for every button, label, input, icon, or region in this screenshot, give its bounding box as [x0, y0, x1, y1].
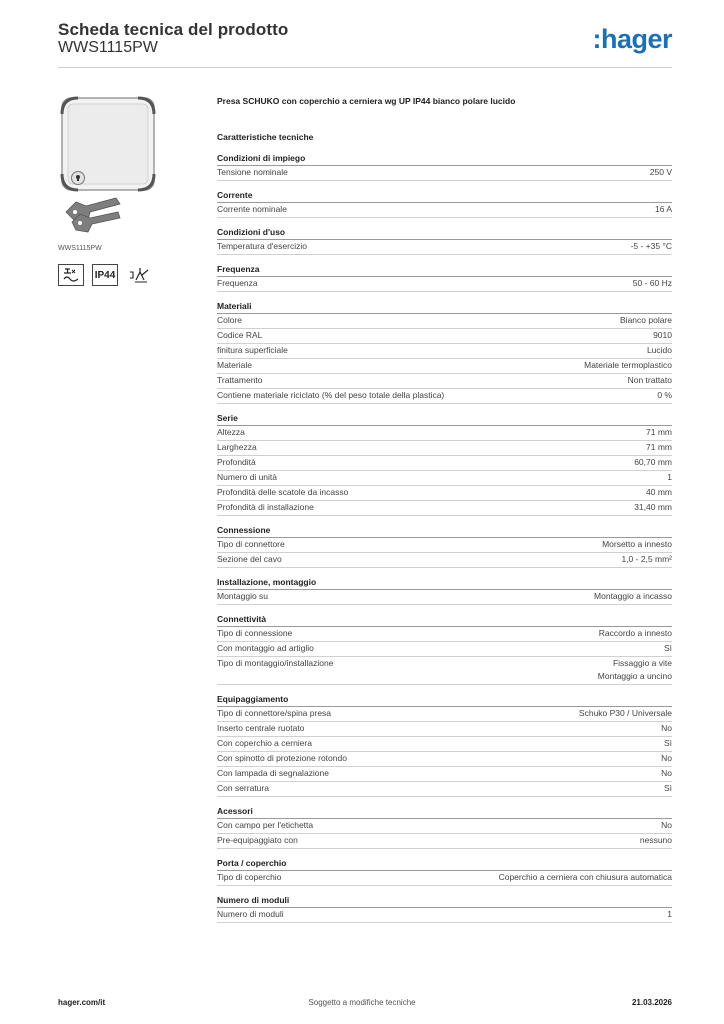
- spec-row: [217, 834, 672, 849]
- spec-value: 16 A: [654, 204, 672, 214]
- spec-value: Lucido: [646, 345, 672, 355]
- spec-row: [217, 203, 672, 218]
- spec-value: No: [661, 820, 672, 830]
- section-title: Serie: [217, 412, 672, 426]
- spec-value: 1: [667, 909, 672, 919]
- spec-row: [217, 426, 672, 441]
- spec-value: Morsetto a innesto: [602, 539, 672, 549]
- spec-row: [217, 471, 672, 486]
- spec-label: Inserto centrale ruotato: [217, 723, 305, 733]
- spec-row: [217, 657, 672, 685]
- spec-label: Sezione del cavo: [217, 554, 282, 564]
- spec-section: [217, 805, 672, 849]
- spec-section: [217, 576, 672, 605]
- hager-logo: :hager: [592, 24, 672, 54]
- spec-label: Pre-equipaggiato con: [217, 835, 298, 845]
- spec-label: Larghezza: [217, 442, 257, 452]
- spec-row: [217, 908, 672, 923]
- section-title: Connessione: [217, 524, 672, 538]
- spec-label: Con montaggio ad artiglio: [217, 643, 314, 653]
- spec-content: [217, 94, 672, 931]
- spec-row: [217, 737, 672, 752]
- spec-value: Coperchio a cerniera con chiusura automatica: [498, 872, 672, 882]
- spec-label: Tipo di connettore: [217, 539, 285, 549]
- spec-value: 0 %: [657, 390, 672, 400]
- spec-value: No: [661, 768, 672, 778]
- product-name: Presa SCHUKO con coperchio a cerniera wg UP IP44 bianco polare lucido: [217, 96, 516, 106]
- spec-section: [217, 152, 672, 181]
- spec-row: [217, 538, 672, 553]
- spec-value: Montaggio a incasso: [594, 591, 672, 601]
- spec-value: Materiale termoplastico: [584, 360, 672, 370]
- tech-heading: Caratteristiche tecniche: [217, 132, 314, 142]
- spec-value: 31,40 mm: [634, 502, 672, 512]
- spec-row: [217, 782, 672, 797]
- section-title: Acessori: [217, 805, 672, 819]
- spec-value: 250 V: [649, 167, 672, 177]
- spec-row: [217, 819, 672, 834]
- footer-website[interactable]: hager.com/it: [58, 998, 106, 1007]
- spec-section: [217, 894, 672, 923]
- spec-label: Trattamento: [217, 375, 263, 385]
- page-title: Scheda tecnica del prodotto: [58, 20, 289, 39]
- spring-clamp-icon: [126, 264, 152, 286]
- spec-value: 60,70 mm: [634, 457, 672, 467]
- spec-value: Raccordo a innesto: [598, 628, 672, 638]
- spec-section: [217, 226, 672, 255]
- ip44-badge: IP44: [92, 264, 118, 286]
- spec-label: Corrente nominale: [217, 204, 287, 214]
- spec-label: Tipo di connessione: [217, 628, 293, 638]
- spec-label: Tipo di connettore/spina presa: [217, 708, 332, 718]
- spec-value: Fissaggio a vite Montaggio a uncino: [597, 658, 672, 681]
- spec-label: Con coperchio a cerniera: [217, 738, 312, 748]
- screwless-terminal-icon: [58, 264, 84, 286]
- spec-value: Sì: [663, 783, 672, 793]
- spec-label: Numero di moduli: [217, 909, 284, 919]
- section-title: Corrente: [217, 189, 672, 203]
- spec-row: [217, 722, 672, 737]
- spec-row: [217, 441, 672, 456]
- spec-section: [217, 263, 672, 292]
- spec-section: [217, 613, 672, 685]
- spec-value: Sì: [663, 738, 672, 748]
- spec-label: Numero di unità: [217, 472, 278, 482]
- spec-label: Profondità delle scatole da incasso: [217, 487, 349, 497]
- spec-label: Profondità di installazione: [217, 502, 314, 512]
- spec-label: Tensione nominale: [217, 167, 288, 177]
- footer-date: 21.03.2026: [631, 998, 672, 1007]
- spec-value: 40 mm: [646, 487, 672, 497]
- section-title: Porta / coperchio: [217, 857, 672, 871]
- spec-value: Non trattato: [627, 375, 672, 385]
- spec-label: Codice RAL: [217, 330, 263, 340]
- spec-row: [217, 752, 672, 767]
- spec-value: Sì: [663, 643, 672, 653]
- spec-label: Con campo per l'etichetta: [217, 820, 314, 830]
- spec-label: Altezza: [217, 427, 245, 437]
- section-title: Installazione, montaggio: [217, 576, 672, 590]
- spec-row: [217, 642, 672, 657]
- spec-label: Colore: [217, 315, 243, 325]
- spec-value: 1: [667, 472, 672, 482]
- spec-value: No: [661, 753, 672, 763]
- spec-row: [217, 456, 672, 471]
- spec-row: [217, 553, 672, 568]
- spec-label: Temperatura d'esercizio: [217, 241, 307, 251]
- spec-label: Materiale: [217, 360, 252, 370]
- section-title: Materiali: [217, 300, 672, 314]
- section-title: Condizioni d'uso: [217, 226, 672, 240]
- spec-row: [217, 627, 672, 642]
- section-title: Frequenza: [217, 263, 672, 277]
- spec-sections: [217, 152, 672, 923]
- section-title: Numero di moduli: [217, 894, 672, 908]
- spec-row: [217, 329, 672, 344]
- spec-value: Schuko P30 / Universale: [578, 708, 672, 718]
- spec-row: [217, 374, 672, 389]
- spec-value: Bianco polare: [620, 315, 672, 325]
- spec-value: 9010: [653, 330, 672, 340]
- spec-section: [217, 412, 672, 516]
- spec-label: finitura superficiale: [217, 345, 288, 355]
- spec-row: [217, 486, 672, 501]
- spec-label: Tipo di coperchio: [217, 872, 282, 882]
- spec-section: [217, 189, 672, 218]
- spec-row: [217, 344, 672, 359]
- footer-note: Soggetto a modifiche tecniche: [308, 998, 416, 1007]
- spec-label: Con lampada di segnalazione: [217, 768, 329, 778]
- feature-icons: [58, 264, 152, 286]
- spec-row: [217, 767, 672, 782]
- spec-row: [217, 166, 672, 181]
- spec-section: [217, 524, 672, 568]
- spec-value: -5 - +35 °C: [630, 241, 672, 251]
- spec-row: [217, 871, 672, 886]
- product-image: [58, 94, 158, 244]
- spec-label: Frequenza: [217, 278, 258, 288]
- spec-value: 71 mm: [646, 442, 672, 452]
- product-code: WWS1115PW: [58, 39, 158, 56]
- spec-row: [217, 240, 672, 255]
- section-title: Condizioni di impiego: [217, 152, 672, 166]
- spec-label: Con serratura: [217, 783, 269, 793]
- spec-label: Contiene materiale riciclato (% del peso totale della plastica): [217, 390, 445, 400]
- spec-section: [217, 857, 672, 886]
- spec-value: 50 - 60 Hz: [632, 278, 672, 288]
- spec-row: [217, 389, 672, 404]
- spec-label: Profondità: [217, 457, 256, 467]
- spec-label: Con spinotto di protezione rotondo: [217, 753, 347, 763]
- spec-section: [217, 300, 672, 404]
- spec-row: [217, 707, 672, 722]
- section-title: Connettività: [217, 613, 672, 627]
- header-divider: [58, 67, 672, 68]
- spec-section: [217, 693, 672, 797]
- spec-value: 1,0 - 2,5 mm²: [621, 554, 672, 564]
- spec-value: No: [661, 723, 672, 733]
- spec-row: [217, 277, 672, 292]
- spec-value: 71 mm: [646, 427, 672, 437]
- spec-label: Montaggio su: [217, 591, 269, 601]
- spec-row: [217, 501, 672, 516]
- image-caption: WWS1115PW: [58, 245, 102, 252]
- spec-row: [217, 314, 672, 329]
- spec-value: nessuno: [639, 835, 672, 845]
- spec-row: [217, 359, 672, 374]
- spec-row: [217, 590, 672, 605]
- spec-label: Tipo di montaggio/installazione: [217, 658, 334, 668]
- section-title: Equipaggiamento: [217, 693, 672, 707]
